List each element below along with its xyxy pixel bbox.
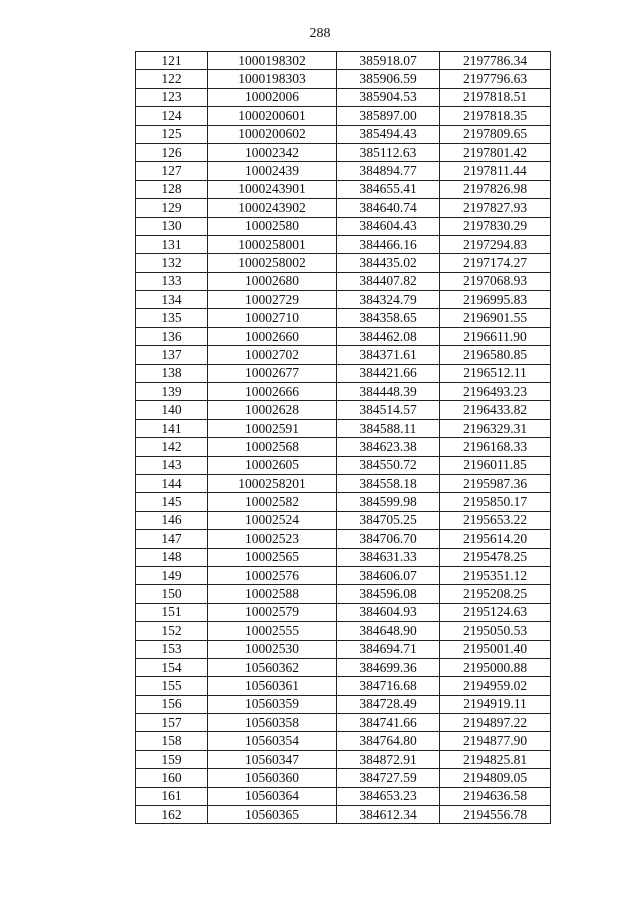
row-number-cell: 134 xyxy=(136,291,208,309)
table-row xyxy=(136,511,551,529)
y-coordinate-cell: 2196611.90 xyxy=(440,327,551,345)
x-coordinate-cell: 384741.66 xyxy=(337,714,440,732)
x-coordinate-cell: 385906.59 xyxy=(337,70,440,88)
x-coordinate-cell: 384596.08 xyxy=(337,585,440,603)
coordinates-table xyxy=(135,51,551,824)
table-row xyxy=(136,125,551,143)
x-coordinate-cell: 384716.68 xyxy=(337,677,440,695)
point-id-cell: 10002666 xyxy=(208,383,337,401)
row-number-cell: 121 xyxy=(136,52,208,70)
table-row xyxy=(136,52,551,70)
row-number-cell: 140 xyxy=(136,401,208,419)
y-coordinate-cell: 2197294.83 xyxy=(440,235,551,253)
table-row xyxy=(136,419,551,437)
table-row xyxy=(136,585,551,603)
x-coordinate-cell: 384462.08 xyxy=(337,327,440,345)
row-number-cell: 130 xyxy=(136,217,208,235)
table-row xyxy=(136,806,551,824)
y-coordinate-cell: 2196901.55 xyxy=(440,309,551,327)
y-coordinate-cell: 2194556.78 xyxy=(440,806,551,824)
y-coordinate-cell: 2196995.83 xyxy=(440,291,551,309)
row-number-cell: 149 xyxy=(136,566,208,584)
point-id-cell: 1000200602 xyxy=(208,125,337,143)
point-id-cell: 10002710 xyxy=(208,309,337,327)
point-id-cell: 1000198302 xyxy=(208,52,337,70)
y-coordinate-cell: 2195124.63 xyxy=(440,603,551,621)
table-row xyxy=(136,235,551,253)
table-row xyxy=(136,217,551,235)
row-number-cell: 147 xyxy=(136,530,208,548)
row-number-cell: 135 xyxy=(136,309,208,327)
x-coordinate-cell: 384435.02 xyxy=(337,254,440,272)
point-id-cell: 10002576 xyxy=(208,566,337,584)
table-row xyxy=(136,88,551,106)
x-coordinate-cell: 384466.16 xyxy=(337,235,440,253)
row-number-cell: 161 xyxy=(136,787,208,805)
point-id-cell: 10560365 xyxy=(208,806,337,824)
x-coordinate-cell: 384872.91 xyxy=(337,750,440,768)
table-row xyxy=(136,162,551,180)
row-number-cell: 155 xyxy=(136,677,208,695)
y-coordinate-cell: 2194877.90 xyxy=(440,732,551,750)
row-number-cell: 124 xyxy=(136,107,208,125)
row-number-cell: 126 xyxy=(136,143,208,161)
row-number-cell: 133 xyxy=(136,272,208,290)
y-coordinate-cell: 2197818.51 xyxy=(440,88,551,106)
x-coordinate-cell: 384894.77 xyxy=(337,162,440,180)
x-coordinate-cell: 384371.61 xyxy=(337,346,440,364)
y-coordinate-cell: 2197801.42 xyxy=(440,143,551,161)
table-row xyxy=(136,291,551,309)
point-id-cell: 1000258201 xyxy=(208,474,337,492)
point-id-cell: 1000243902 xyxy=(208,199,337,217)
point-id-cell: 10002006 xyxy=(208,88,337,106)
table-row xyxy=(136,677,551,695)
table-row xyxy=(136,254,551,272)
y-coordinate-cell: 2194919.11 xyxy=(440,695,551,713)
y-coordinate-cell: 2196011.85 xyxy=(440,456,551,474)
x-coordinate-cell: 384623.38 xyxy=(337,438,440,456)
x-coordinate-cell: 385897.00 xyxy=(337,107,440,125)
row-number-cell: 153 xyxy=(136,640,208,658)
point-id-cell: 10002439 xyxy=(208,162,337,180)
table-row xyxy=(136,658,551,676)
row-number-cell: 142 xyxy=(136,438,208,456)
row-number-cell: 141 xyxy=(136,419,208,437)
point-id-cell: 10560364 xyxy=(208,787,337,805)
table-row xyxy=(136,143,551,161)
table-row xyxy=(136,750,551,768)
point-id-cell: 10002588 xyxy=(208,585,337,603)
y-coordinate-cell: 2197818.35 xyxy=(440,107,551,125)
point-id-cell: 1000200601 xyxy=(208,107,337,125)
y-coordinate-cell: 2195850.17 xyxy=(440,493,551,511)
point-id-cell: 10560358 xyxy=(208,714,337,732)
y-coordinate-cell: 2196168.33 xyxy=(440,438,551,456)
table-row xyxy=(136,695,551,713)
table-row xyxy=(136,346,551,364)
y-coordinate-cell: 2194809.05 xyxy=(440,769,551,787)
table-row xyxy=(136,327,551,345)
row-number-cell: 132 xyxy=(136,254,208,272)
page-number: 288 xyxy=(309,26,331,41)
x-coordinate-cell: 385112.63 xyxy=(337,143,440,161)
x-coordinate-cell: 384764.80 xyxy=(337,732,440,750)
y-coordinate-cell: 2195653.22 xyxy=(440,511,551,529)
row-number-cell: 123 xyxy=(136,88,208,106)
row-number-cell: 138 xyxy=(136,364,208,382)
table-row xyxy=(136,640,551,658)
table-row xyxy=(136,364,551,382)
y-coordinate-cell: 2195987.36 xyxy=(440,474,551,492)
table-row xyxy=(136,383,551,401)
point-id-cell: 10002660 xyxy=(208,327,337,345)
point-id-cell: 10002342 xyxy=(208,143,337,161)
row-number-cell: 150 xyxy=(136,585,208,603)
x-coordinate-cell: 384588.11 xyxy=(337,419,440,437)
row-number-cell: 125 xyxy=(136,125,208,143)
table-row xyxy=(136,714,551,732)
point-id-cell: 10002580 xyxy=(208,217,337,235)
row-number-cell: 144 xyxy=(136,474,208,492)
y-coordinate-cell: 2195478.25 xyxy=(440,548,551,566)
row-number-cell: 139 xyxy=(136,383,208,401)
point-id-cell: 1000243901 xyxy=(208,180,337,198)
coordinates-table-body xyxy=(136,52,551,824)
table-row xyxy=(136,530,551,548)
y-coordinate-cell: 2195208.25 xyxy=(440,585,551,603)
row-number-cell: 160 xyxy=(136,769,208,787)
x-coordinate-cell: 384558.18 xyxy=(337,474,440,492)
table-row xyxy=(136,548,551,566)
x-coordinate-cell: 384514.57 xyxy=(337,401,440,419)
y-coordinate-cell: 2195351.12 xyxy=(440,566,551,584)
row-number-cell: 159 xyxy=(136,750,208,768)
y-coordinate-cell: 2197830.29 xyxy=(440,217,551,235)
row-number-cell: 129 xyxy=(136,199,208,217)
x-coordinate-cell: 384448.39 xyxy=(337,383,440,401)
point-id-cell: 10002582 xyxy=(208,493,337,511)
x-coordinate-cell: 384648.90 xyxy=(337,622,440,640)
x-coordinate-cell: 384631.33 xyxy=(337,548,440,566)
table-row xyxy=(136,272,551,290)
table-row xyxy=(136,787,551,805)
x-coordinate-cell: 384606.07 xyxy=(337,566,440,584)
row-number-cell: 136 xyxy=(136,327,208,345)
y-coordinate-cell: 2194825.81 xyxy=(440,750,551,768)
point-id-cell: 10002729 xyxy=(208,291,337,309)
x-coordinate-cell: 384550.72 xyxy=(337,456,440,474)
y-coordinate-cell: 2194959.02 xyxy=(440,677,551,695)
row-number-cell: 154 xyxy=(136,658,208,676)
table-row xyxy=(136,180,551,198)
y-coordinate-cell: 2196433.82 xyxy=(440,401,551,419)
table-row xyxy=(136,107,551,125)
row-number-cell: 157 xyxy=(136,714,208,732)
x-coordinate-cell: 384655.41 xyxy=(337,180,440,198)
row-number-cell: 148 xyxy=(136,548,208,566)
y-coordinate-cell: 2194897.22 xyxy=(440,714,551,732)
point-id-cell: 10560354 xyxy=(208,732,337,750)
x-coordinate-cell: 384421.66 xyxy=(337,364,440,382)
table-row xyxy=(136,474,551,492)
y-coordinate-cell: 2197827.93 xyxy=(440,199,551,217)
x-coordinate-cell: 384699.36 xyxy=(337,658,440,676)
x-coordinate-cell: 384407.82 xyxy=(337,272,440,290)
x-coordinate-cell: 384599.98 xyxy=(337,493,440,511)
x-coordinate-cell: 384612.34 xyxy=(337,806,440,824)
table-row xyxy=(136,769,551,787)
row-number-cell: 128 xyxy=(136,180,208,198)
point-id-cell: 1000258002 xyxy=(208,254,337,272)
table-row xyxy=(136,309,551,327)
point-id-cell: 1000198303 xyxy=(208,70,337,88)
y-coordinate-cell: 2195001.40 xyxy=(440,640,551,658)
point-id-cell: 10002579 xyxy=(208,603,337,621)
x-coordinate-cell: 385904.53 xyxy=(337,88,440,106)
x-coordinate-cell: 384358.65 xyxy=(337,309,440,327)
row-number-cell: 156 xyxy=(136,695,208,713)
y-coordinate-cell: 2197068.93 xyxy=(440,272,551,290)
y-coordinate-cell: 2196512.11 xyxy=(440,364,551,382)
point-id-cell: 10560362 xyxy=(208,658,337,676)
x-coordinate-cell: 384728.49 xyxy=(337,695,440,713)
x-coordinate-cell: 384694.71 xyxy=(337,640,440,658)
x-coordinate-cell: 384727.59 xyxy=(337,769,440,787)
table-row xyxy=(136,456,551,474)
x-coordinate-cell: 384604.93 xyxy=(337,603,440,621)
y-coordinate-cell: 2197826.98 xyxy=(440,180,551,198)
x-coordinate-cell: 384706.70 xyxy=(337,530,440,548)
point-id-cell: 10560360 xyxy=(208,769,337,787)
row-number-cell: 146 xyxy=(136,511,208,529)
y-coordinate-cell: 2195614.20 xyxy=(440,530,551,548)
row-number-cell: 145 xyxy=(136,493,208,511)
x-coordinate-cell: 384324.79 xyxy=(337,291,440,309)
table-row xyxy=(136,70,551,88)
table-row xyxy=(136,622,551,640)
point-id-cell: 10560359 xyxy=(208,695,337,713)
x-coordinate-cell: 384705.25 xyxy=(337,511,440,529)
y-coordinate-cell: 2197811.44 xyxy=(440,162,551,180)
x-coordinate-cell: 385918.07 xyxy=(337,52,440,70)
table-row xyxy=(136,401,551,419)
point-id-cell: 10002605 xyxy=(208,456,337,474)
row-number-cell: 137 xyxy=(136,346,208,364)
point-id-cell: 10002677 xyxy=(208,364,337,382)
point-id-cell: 10560361 xyxy=(208,677,337,695)
y-coordinate-cell: 2194636.58 xyxy=(440,787,551,805)
point-id-cell: 10002530 xyxy=(208,640,337,658)
row-number-cell: 127 xyxy=(136,162,208,180)
table-row xyxy=(136,438,551,456)
table-row xyxy=(136,566,551,584)
x-coordinate-cell: 385494.43 xyxy=(337,125,440,143)
point-id-cell: 10002555 xyxy=(208,622,337,640)
row-number-cell: 151 xyxy=(136,603,208,621)
point-id-cell: 10002680 xyxy=(208,272,337,290)
table-row xyxy=(136,493,551,511)
y-coordinate-cell: 2195050.53 xyxy=(440,622,551,640)
point-id-cell: 10002568 xyxy=(208,438,337,456)
row-number-cell: 143 xyxy=(136,456,208,474)
row-number-cell: 162 xyxy=(136,806,208,824)
x-coordinate-cell: 384640.74 xyxy=(337,199,440,217)
point-id-cell: 10002565 xyxy=(208,548,337,566)
point-id-cell: 1000258001 xyxy=(208,235,337,253)
y-coordinate-cell: 2196493.23 xyxy=(440,383,551,401)
row-number-cell: 122 xyxy=(136,70,208,88)
y-coordinate-cell: 2197796.63 xyxy=(440,70,551,88)
point-id-cell: 10560347 xyxy=(208,750,337,768)
y-coordinate-cell: 2197174.27 xyxy=(440,254,551,272)
y-coordinate-cell: 2197809.65 xyxy=(440,125,551,143)
x-coordinate-cell: 384653.23 xyxy=(337,787,440,805)
row-number-cell: 158 xyxy=(136,732,208,750)
table-row xyxy=(136,603,551,621)
row-number-cell: 131 xyxy=(136,235,208,253)
y-coordinate-cell: 2195000.88 xyxy=(440,658,551,676)
point-id-cell: 10002524 xyxy=(208,511,337,529)
y-coordinate-cell: 2197786.34 xyxy=(440,52,551,70)
row-number-cell: 152 xyxy=(136,622,208,640)
y-coordinate-cell: 2196329.31 xyxy=(440,419,551,437)
table-row xyxy=(136,199,551,217)
point-id-cell: 10002591 xyxy=(208,419,337,437)
table-row xyxy=(136,732,551,750)
point-id-cell: 10002628 xyxy=(208,401,337,419)
x-coordinate-cell: 384604.43 xyxy=(337,217,440,235)
y-coordinate-cell: 2196580.85 xyxy=(440,346,551,364)
point-id-cell: 10002702 xyxy=(208,346,337,364)
point-id-cell: 10002523 xyxy=(208,530,337,548)
